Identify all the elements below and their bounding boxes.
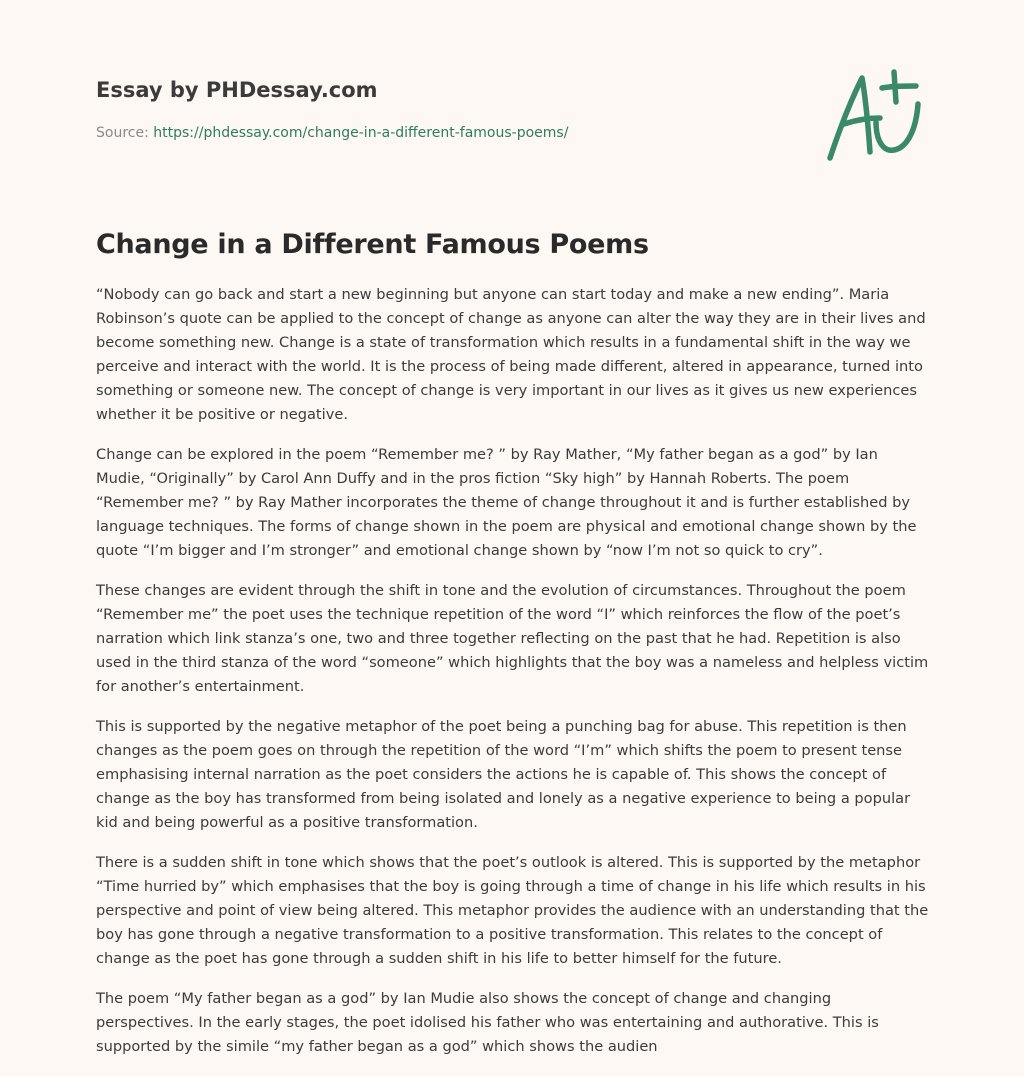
document-body <box>96 283 930 1075</box>
source-line <box>96 123 816 143</box>
paragraph: This is supported by the negative metaphor of the poet being a punching bag for abuse. This repetition is then changes as the poem goes on through the repetition of the word “I’m” which shifts the poem to present tense emphasising internal narration as the poet considers the actions he is capable of. This shows the concept of change as the boy has transformed from being isolated and lonely as a negative experience to being a popular kid and being powerful as a positive transformation. <box>96 718 911 831</box>
paragraph: These changes are evident through the shift in tone and the evolution of circumstances. Throughout the poem “Remember me” the poet uses the technique repetition of the word “I” which reinforces the flow of the poet’s narration which link stanza’s one, two and three together reflecting on the past that he had. Repetition is also used in the third stanza of the word “someone” which highlights that the boy was a nameless and helpless victim for another’s entertainment. <box>96 582 929 695</box>
paragraph: There is a sudden shift in tone which shows that the poet’s outlook is altered. This is supported by the metaphor “Time hurried by” which emphasises that the boy is going through a time of change in his life which results in his perspective and point of view being altered. This metaphor provides the audience with an understanding that the boy has gone through a negative transformation to a positive transformation. This relates to the concept of change as the poet has gone through a sudden shift in his life to better himself for the future. <box>96 854 929 967</box>
a-plus-logo-icon <box>818 66 928 166</box>
source-label: Source: <box>96 125 154 141</box>
site-title: Essay by PHDessay.com <box>96 78 378 102</box>
paragraph: Change can be explored in the poem “Remember me? ” by Ray Mather, “My father began as a god” by Ian Mudie, “Originally” by Carol Ann Duffy and in the pros fiction “Sky high” by Hannah Roberts. The poem “Remember me? ” by Ray Mather incorporates the theme of change throughout it and is further established by language techniques. The forms of change shown in the poem are physical and emotional change shown by the quote “I’m bigger and I’m stronger” and emotional change shown by “now I’m not so quick to cry”. <box>96 446 917 559</box>
document-title: Change in a Different Famous Poems <box>96 229 649 260</box>
source-link[interactable]: https://phdessay.com/change-in-a-different-famous-poems/ <box>153 125 569 141</box>
document-header <box>96 76 816 143</box>
paragraph: “Nobody can go back and start a new beginning but anyone can start today and make a new ending”. Maria Robinson’s quote can be applied to the concept of change as anyone can alter the way they are in their lives and become something new. Change is a state of transformation which results in a fundamental shift in the way we perceive and interact with the world. It is the process of being made different, altered in appearance, turned into something or someone new. The concept of change is very important in our lives as it gives us new experiences whether it be positive or negative. <box>96 286 926 423</box>
paragraph: The poem “My father began as a god” by Ian Mudie also shows the concept of change and changing perspectives. In the early stages, the poet idolised his father who was entertaining and authorative. This is supported by the simile “my father began as a god” which shows the audien <box>96 990 879 1055</box>
